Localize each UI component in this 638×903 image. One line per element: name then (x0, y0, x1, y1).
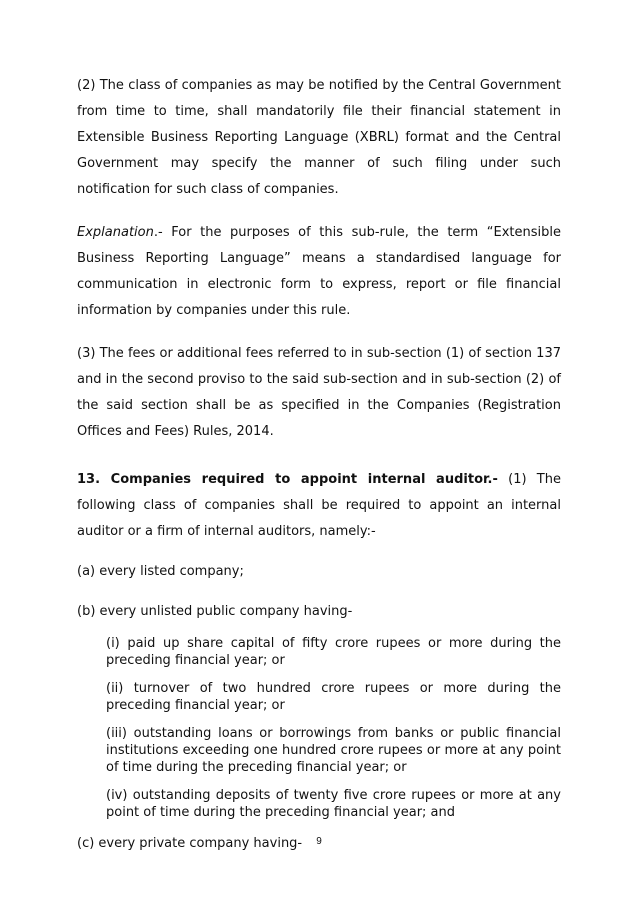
paragraph-explanation (77, 220, 561, 324)
sub-item-iii: (iii) outstanding loans or borrowings from banks or public financial institutions exceeding one hundred crore rupees or more at any point of time during the preceding financial year; or (106, 726, 561, 775)
clause-c: (c) every private company having- (77, 836, 303, 851)
sub-item-iv: (iv) outstanding deposits of twenty five crore rupees or more at any point of time during the preceding financial year; and (106, 788, 561, 820)
sub-item-i: (i) paid up share capital of fifty crore rupees or more during the preceding financial year; or (106, 636, 561, 668)
explanation-label: Explanation (77, 225, 154, 240)
clause-b: (b) every unlisted public company having- (77, 604, 353, 619)
paragraph-sub-rule-3: (3) The fees or additional fees referred to in sub-section (1) of section 137 and in the second proviso to the said sub-section and in sub-section (2) of the said section shall be as specified in the Companies (Registration Offices and Fees) Rules, 2014. (77, 346, 561, 439)
page-number: 9 (316, 836, 322, 847)
sub-item-ii: (ii) turnover of two hundred crore rupees or more during the preceding financial year; or (106, 681, 561, 713)
explanation-text: .- For the purposes of this sub-rule, the term “Extensible Business Reporting Language” means a standardised language for communication in electronic form to express, report or file financial information by companies under this rule. (77, 225, 561, 318)
clause-a: (a) every listed company; (77, 564, 244, 579)
rule-13-text: (1) The following class of companies shall be required to appoint an internal auditor or a firm of internal auditors, namely:- (77, 472, 561, 539)
paragraph-sub-rule-2: (2) The class of companies as may be notified by the Central Government from time to time, shall mandatorily file their financial statement in Extensible Business Reporting Language (XBRL) format and the Central Government may specify the manner of such filing under such notification for such class of companies. (77, 78, 561, 197)
rule-13-heading: 13. Companies required to appoint internal auditor.- (77, 472, 498, 487)
paragraph-rule-13 (77, 467, 561, 545)
